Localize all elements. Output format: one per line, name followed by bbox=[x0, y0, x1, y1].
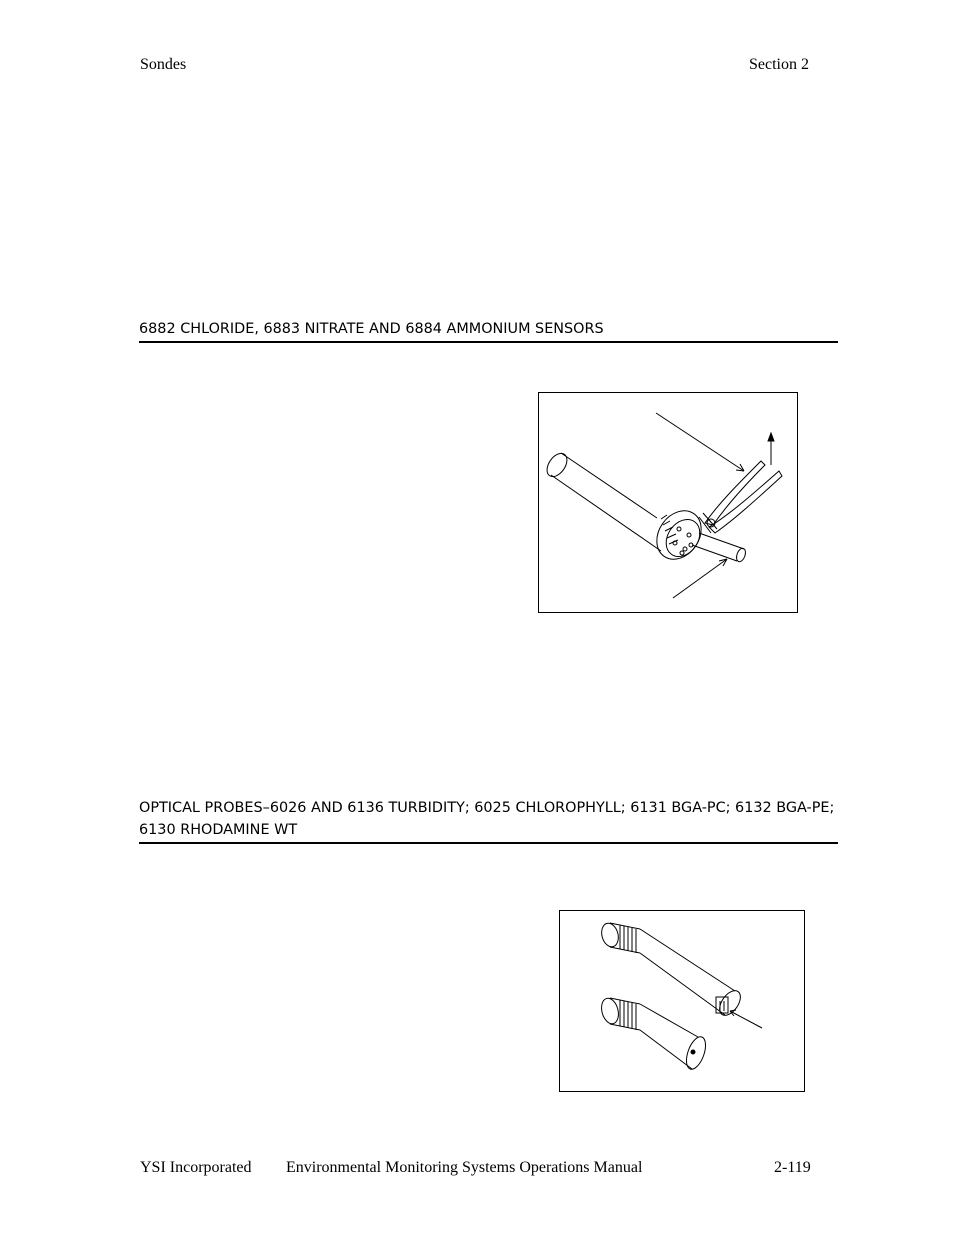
figure-optical-probes bbox=[559, 910, 805, 1092]
footer-page-number: 2-119 bbox=[774, 1159, 811, 1176]
section-heading-ise-sensors: 6882 CHLORIDE, 6883 NITRATE AND 6884 AMMONIUM SENSORS bbox=[139, 318, 838, 343]
section-heading-optical-probes: OPTICAL PROBES–6026 AND 6136 TURBIDITY; 6025 CHLOROPHYLL; 6131 BGA-PC; 6132 BGA-PE; 6130 RHODAMINE WT bbox=[139, 797, 838, 844]
figure-sensor-removal-pliers bbox=[538, 392, 798, 613]
footer-manual-title: Environmental Monitoring Systems Operations Manual bbox=[286, 1159, 643, 1176]
optical-probes-illustration bbox=[560, 911, 804, 1091]
header-section-number: Section 2 bbox=[749, 56, 809, 73]
footer-company: YSI Incorporated bbox=[140, 1159, 252, 1176]
sensor-pliers-illustration bbox=[539, 393, 797, 612]
header-section-name: Sondes bbox=[140, 56, 187, 73]
